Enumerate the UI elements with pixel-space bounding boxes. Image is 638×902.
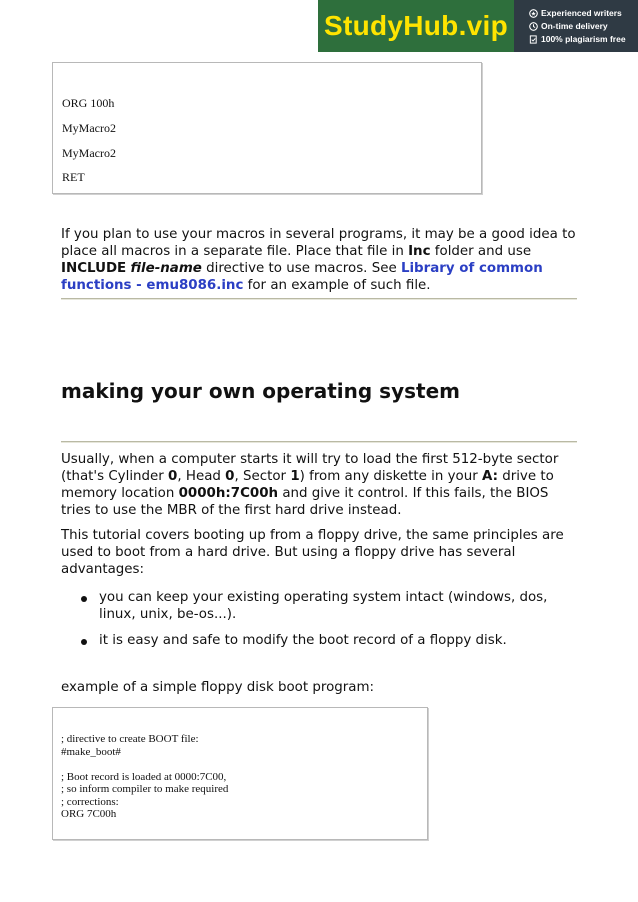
studyhub-logo[interactable]: StudyHub.vip — [318, 0, 514, 52]
paragraph-tutorial: This tutorial covers booting up from a floppy drive, the same principles are used to boot from a hard drive. But using a floppy drive has several advantages: — [61, 528, 564, 577]
text-run: , Sector — [234, 469, 291, 484]
text-run: directive to use macros. See — [201, 261, 401, 276]
feature-on-time-delivery — [528, 20, 638, 33]
divider — [61, 298, 577, 300]
bullet-icon — [81, 596, 89, 604]
paragraph-boot — [61, 451, 581, 519]
star-badge-icon — [528, 9, 538, 19]
list-item: it is easy and safe to modify the boot record of a floppy disk. — [99, 633, 507, 648]
section-heading: making your own operating system — [61, 379, 460, 403]
include-keyword: INCLUDE — [61, 261, 127, 276]
text-run: for an example of such file. — [243, 278, 431, 293]
code-line: MyMacro2 — [62, 146, 116, 160]
library-link[interactable]: Library of common functions - emu8086.inc — [61, 261, 543, 293]
text-run: folder and use — [430, 244, 532, 259]
example-label: example of a simple floppy disk boot program: — [61, 680, 375, 695]
clock-icon — [528, 22, 538, 32]
bullet-icon — [81, 639, 89, 647]
boot-code: ; directive to create BOOT file: #make_boot# ; Boot record is loaded at 0000:7C00, ; so inform compiler to make required ; corrections: ORG 7C00h — [61, 733, 229, 820]
feature-label: Experienced writers — [541, 8, 622, 18]
text-run: ) from any diskette in your — [299, 469, 482, 484]
sector-value: 1 — [290, 469, 300, 484]
feature-label: On-time delivery — [541, 21, 608, 31]
paragraph-include — [61, 226, 581, 294]
banner-features — [514, 0, 638, 52]
document-check-icon — [528, 35, 538, 45]
text-run: Usually, when a computer starts it will try to load the first 512-byte sector (that's Cylinder — [61, 452, 559, 484]
text-run: and give it control. If this fails, the BIOS tries to use the MBR of the first hard drive instead. — [61, 486, 549, 518]
studyhub-banner[interactable] — [318, 0, 638, 52]
code-block-boot — [52, 707, 428, 840]
code-line: RET — [62, 170, 85, 184]
feature-plagiarism-free — [528, 33, 638, 46]
cylinder-value: 0 — [168, 469, 178, 484]
folder-name: Inc — [408, 244, 431, 259]
feature-experienced-writers — [528, 7, 638, 20]
memory-address: 0000h:7C00h — [178, 486, 279, 501]
text-run: , Head — [177, 469, 226, 484]
code-line: ORG 100h — [62, 96, 115, 110]
list-item: you can keep your existing operating system intact (windows, dos, linux, unix, be-os...). — [99, 590, 548, 622]
divider — [61, 441, 577, 443]
drive-letter: A: — [481, 469, 498, 484]
code-line: MyMacro2 — [62, 121, 116, 135]
file-name-placeholder: file-name — [130, 261, 202, 276]
text-run: drive to memory location — [61, 469, 554, 501]
feature-label: 100% plagiarism free — [541, 34, 626, 44]
code-block-macros — [52, 62, 482, 194]
head-value: 0 — [225, 469, 235, 484]
text-run: If you plan to use your macros in several programs, it may be a good idea to place all macros in a separate file. Place that file in — [61, 227, 576, 259]
